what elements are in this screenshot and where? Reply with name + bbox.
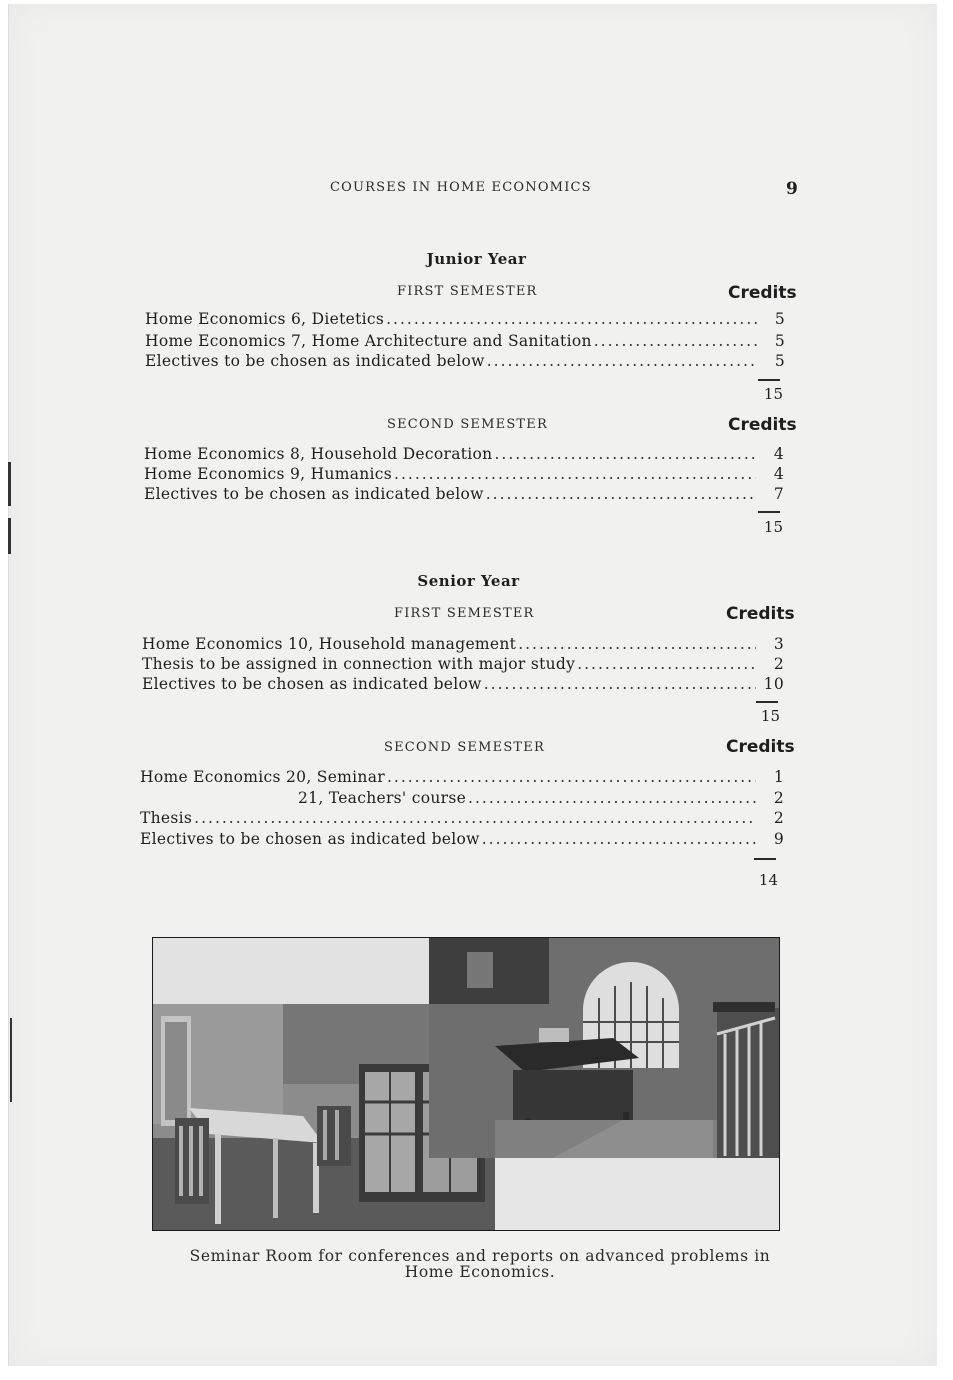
credits-column-header: Credits bbox=[728, 415, 797, 435]
junior-first-semester-heading: FIRST SEMESTER bbox=[397, 284, 538, 299]
credits-column-header: Credits bbox=[726, 604, 795, 624]
course-label: Home Economics 20, Seminar bbox=[140, 768, 385, 786]
course-row bbox=[142, 654, 784, 674]
leader-dots bbox=[486, 484, 756, 504]
course-label: Home Economics 9, Humanics bbox=[144, 465, 393, 483]
senior-second-semester-heading: SECOND SEMESTER bbox=[384, 740, 545, 755]
running-title: COURSES IN HOME ECONOMICS bbox=[330, 180, 592, 195]
semester-total: 14 bbox=[758, 871, 778, 889]
leader-dots bbox=[494, 444, 756, 464]
semester-total: 15 bbox=[763, 518, 783, 536]
caption-line: Seminar Room for conferences and reports on advanced problems in bbox=[189, 1247, 771, 1265]
sum-rule bbox=[754, 858, 776, 860]
course-label: 21, Teachers' course bbox=[298, 789, 467, 807]
course-row bbox=[145, 331, 785, 351]
course-credits: 5 bbox=[774, 332, 785, 350]
course-credits: 3 bbox=[773, 635, 784, 653]
course-label: Electives to be chosen as indicated below bbox=[144, 485, 484, 503]
sum-rule bbox=[756, 701, 778, 703]
sum-rule bbox=[758, 379, 780, 381]
senior-first-semester-heading: FIRST SEMESTER bbox=[394, 606, 535, 621]
course-credits: 7 bbox=[773, 485, 784, 503]
course-label: Electives to be chosen as indicated below bbox=[140, 830, 480, 848]
course-credits: 5 bbox=[774, 352, 785, 370]
photo-caption bbox=[170, 1248, 790, 1280]
course-label: Home Economics 7, Home Architecture and Sanitation bbox=[145, 332, 592, 350]
leader-dots bbox=[482, 829, 756, 849]
sum-rule bbox=[758, 511, 780, 513]
binding-mark bbox=[10, 1018, 12, 1102]
seminar-room-photo bbox=[152, 937, 780, 1231]
course-credits: 4 bbox=[773, 465, 784, 483]
course-label: Thesis to be assigned in connection with major study bbox=[142, 655, 576, 673]
junior-year-title: Junior Year bbox=[426, 250, 527, 268]
leader-dots bbox=[518, 634, 756, 654]
binding-mark bbox=[8, 462, 11, 506]
leader-dots bbox=[387, 767, 756, 787]
course-credits: 5 bbox=[774, 310, 785, 328]
caption-line: Home Economics. bbox=[404, 1263, 556, 1281]
photo-illustration bbox=[153, 938, 779, 1230]
leader-dots bbox=[487, 351, 757, 371]
course-row bbox=[140, 808, 784, 828]
course-row bbox=[142, 634, 784, 654]
credits-column-header: Credits bbox=[726, 737, 795, 757]
course-label: Thesis bbox=[140, 809, 193, 827]
course-row bbox=[140, 829, 784, 849]
course-label: Electives to be chosen as indicated below bbox=[142, 675, 482, 693]
semester-total: 15 bbox=[760, 707, 780, 725]
course-credits: 10 bbox=[763, 675, 784, 693]
course-label: Home Economics 10, Household management bbox=[142, 635, 517, 653]
leader-dots bbox=[468, 788, 756, 808]
course-label: Home Economics 8, Household Decoration bbox=[144, 445, 493, 463]
junior-second-semester-heading: SECOND SEMESTER bbox=[387, 417, 548, 432]
course-credits: 9 bbox=[773, 830, 784, 848]
course-row bbox=[145, 309, 785, 329]
course-row bbox=[144, 464, 784, 484]
leader-dots bbox=[194, 808, 756, 828]
course-credits: 2 bbox=[773, 655, 784, 673]
course-credits: 1 bbox=[773, 768, 784, 786]
semester-total: 15 bbox=[763, 385, 783, 403]
course-row bbox=[144, 484, 784, 504]
leader-dots bbox=[594, 331, 757, 351]
course-row bbox=[140, 767, 784, 787]
leader-dots bbox=[484, 674, 756, 694]
page-number: 9 bbox=[786, 179, 798, 199]
credits-column-header: Credits bbox=[728, 283, 797, 303]
course-label: Home Economics 6, Dietetics bbox=[145, 310, 385, 328]
senior-year-title: Senior Year bbox=[417, 572, 520, 590]
leader-dots bbox=[577, 654, 756, 674]
leader-dots bbox=[386, 309, 757, 329]
leader-dots bbox=[394, 464, 756, 484]
binding-mark bbox=[8, 518, 11, 554]
course-label: Electives to be chosen as indicated below bbox=[145, 352, 485, 370]
course-row bbox=[298, 788, 784, 808]
course-row bbox=[145, 351, 785, 371]
course-credits: 4 bbox=[773, 445, 784, 463]
course-row bbox=[144, 444, 784, 464]
course-row bbox=[142, 674, 784, 694]
course-credits: 2 bbox=[773, 789, 784, 807]
course-credits: 2 bbox=[773, 809, 784, 827]
